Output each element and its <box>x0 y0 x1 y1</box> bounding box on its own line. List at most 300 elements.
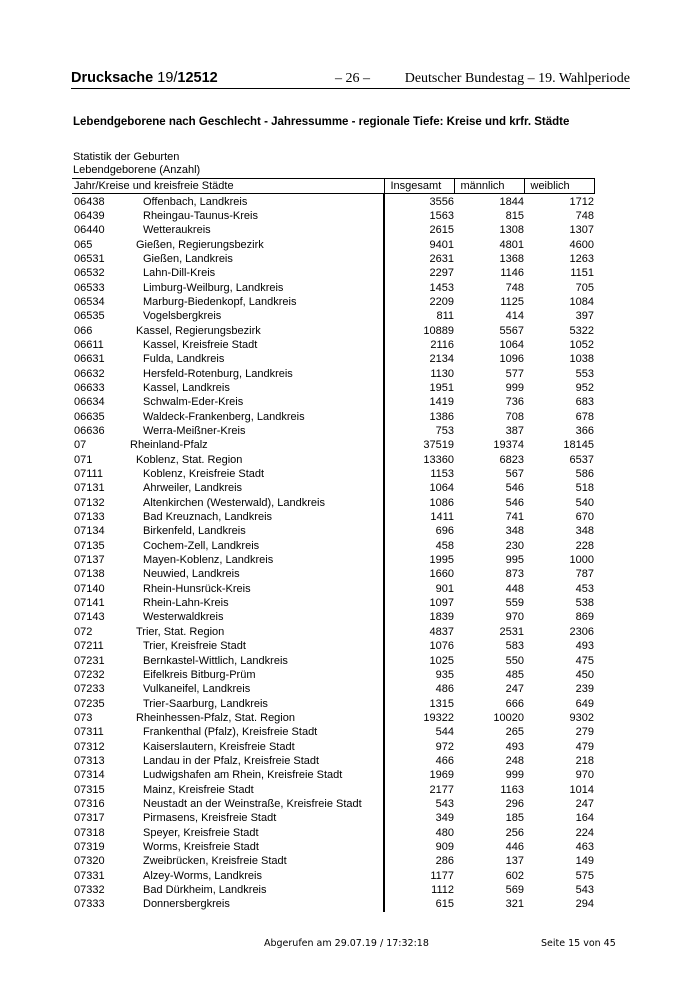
table-row <box>72 625 594 639</box>
value-total: 1086 <box>384 496 454 510</box>
region-cell <box>72 524 384 538</box>
region-name: Birkenfeld, Landkreis <box>143 525 246 538</box>
region-cell <box>72 797 384 811</box>
region-cell <box>72 467 384 481</box>
region-code: 07141 <box>74 597 105 610</box>
region-cell <box>72 596 384 610</box>
table-row <box>72 352 594 366</box>
region-cell <box>72 854 384 868</box>
region-code: 07132 <box>74 496 105 509</box>
value-male: 741 <box>505 511 524 524</box>
value-total: 1453 <box>384 280 454 294</box>
region-cell <box>72 323 384 337</box>
value-total: 13360 <box>384 453 454 467</box>
value-female: 586 <box>575 468 594 481</box>
value-total: 2631 <box>384 252 454 266</box>
region-cell <box>72 252 384 266</box>
region-cell <box>72 696 384 710</box>
value-total: 1951 <box>384 381 454 395</box>
region-name: Mayen-Koblenz, Landkreis <box>143 554 274 567</box>
table-row <box>72 696 594 710</box>
region-cell <box>72 610 384 624</box>
value-total: 458 <box>384 539 454 553</box>
table-row <box>72 280 594 294</box>
region-cell <box>72 840 384 854</box>
value-female: 1307 <box>569 224 594 237</box>
region-name: Worms, Kreisfreie Stadt <box>143 840 259 853</box>
region-cell <box>72 782 384 796</box>
value-female: 678 <box>575 410 594 423</box>
region-cell <box>72 237 384 251</box>
value-total: 1411 <box>384 510 454 524</box>
region-cell <box>72 682 384 696</box>
region-name: Rheingau-Taunus-Kreis <box>143 209 258 222</box>
region-name: Vogelsbergkreis <box>143 310 222 323</box>
value-total: 2615 <box>384 223 454 237</box>
value-total: 935 <box>384 668 454 682</box>
region-cell <box>72 883 384 897</box>
value-female: 1151 <box>570 267 594 280</box>
document-number <box>71 70 218 86</box>
value-female: 649 <box>575 697 594 710</box>
region-name: Mainz, Kreisfreie Stadt <box>143 783 254 796</box>
value-female: 538 <box>575 597 594 610</box>
page-number: – 26 – <box>335 71 370 86</box>
value-total: 1386 <box>384 410 454 424</box>
region-name: Offenbach, Landkreis <box>143 195 248 208</box>
value-male: 995 <box>505 554 524 567</box>
region-code: 07314 <box>74 769 105 782</box>
region-cell <box>72 653 384 667</box>
table-row <box>72 782 594 796</box>
region-code: 07332 <box>74 884 105 897</box>
header-rule <box>71 88 630 89</box>
region-cell <box>72 381 384 395</box>
value-male: 6823 <box>499 453 524 466</box>
region-name: Gießen, Regierungsbezirk <box>136 238 264 251</box>
table-row <box>72 739 594 753</box>
value-male: 999 <box>505 769 524 782</box>
region-code: 07331 <box>74 869 105 882</box>
value-total: 480 <box>384 825 454 839</box>
value-male: 708 <box>505 410 524 423</box>
table-row <box>72 711 594 725</box>
table-row <box>72 266 594 280</box>
value-total: 1563 <box>384 209 454 223</box>
table-row <box>72 797 594 811</box>
column-header-male: männlich <box>454 179 524 194</box>
region-code: 07316 <box>74 797 105 810</box>
region-cell <box>72 223 384 237</box>
value-male: 569 <box>505 884 524 897</box>
value-male: 1096 <box>499 353 524 366</box>
value-male: 567 <box>505 468 524 481</box>
value-total: 1064 <box>384 481 454 495</box>
region-name: Rheinland-Pfalz <box>130 439 208 452</box>
value-total: 909 <box>384 840 454 854</box>
region-name: Neustadt an der Weinstraße, Kreisfreie Stadt <box>143 797 362 810</box>
region-code: 07312 <box>74 740 105 753</box>
value-total: 2134 <box>384 352 454 366</box>
value-female: 149 <box>575 855 594 868</box>
region-code: 06535 <box>74 310 105 323</box>
region-cell <box>72 481 384 495</box>
table-row <box>72 424 594 438</box>
value-male: 230 <box>505 539 524 552</box>
region-code: 07133 <box>74 511 105 524</box>
table-row <box>72 639 594 653</box>
column-header-female: weiblich <box>524 179 594 194</box>
value-male: 970 <box>505 611 524 624</box>
value-female: 18145 <box>563 439 594 452</box>
region-cell <box>72 309 384 323</box>
value-male: 546 <box>505 496 524 509</box>
value-female: 164 <box>575 812 594 825</box>
region-name: Koblenz, Stat. Region <box>136 453 243 466</box>
region-name: Pirmasens, Kreisfreie Stadt <box>143 812 277 825</box>
value-female: 228 <box>575 539 594 552</box>
region-name: Landau in der Pfalz, Kreisfreie Stadt <box>143 754 320 767</box>
value-male: 446 <box>505 840 524 853</box>
value-total: 1112 <box>384 883 454 897</box>
region-name: Donnersbergkreis <box>143 898 230 911</box>
value-male: 448 <box>505 582 524 595</box>
value-male: 583 <box>505 640 524 653</box>
table-header-row <box>72 179 594 194</box>
region-code: 07131 <box>74 482 105 495</box>
value-female: 518 <box>575 482 594 495</box>
region-name: Koblenz, Kreisfreie Stadt <box>143 468 265 481</box>
region-code: 07319 <box>74 840 105 853</box>
region-cell <box>72 194 384 209</box>
table-row <box>72 309 594 323</box>
value-total: 2116 <box>384 338 454 352</box>
value-female: 9302 <box>569 711 594 724</box>
value-male: 999 <box>505 381 524 394</box>
region-name: Limburg-Weilburg, Landkreis <box>143 281 284 294</box>
column-header-region: Jahr/Kreise und kreisfreie Städte <box>72 179 384 194</box>
region-name: Bad Dürkheim, Landkreis <box>143 884 267 897</box>
value-total: 1315 <box>384 696 454 710</box>
region-code: 07111 <box>74 468 103 481</box>
value-female: 748 <box>575 209 594 222</box>
value-male: 247 <box>505 683 524 696</box>
value-male: 5567 <box>499 324 524 337</box>
region-code: 06438 <box>74 195 105 208</box>
region-cell <box>72 280 384 294</box>
region-code: 07134 <box>74 525 105 538</box>
value-female: 1263 <box>569 252 594 265</box>
table-row <box>72 496 594 510</box>
table-row <box>72 524 594 538</box>
region-name: Werra-Meißner-Kreis <box>143 425 246 438</box>
region-cell <box>72 582 384 596</box>
region-name: Rheinhessen-Pfalz, Stat. Region <box>136 711 295 724</box>
table-row <box>72 567 594 581</box>
value-total: 4837 <box>384 625 454 639</box>
region-code: 06633 <box>74 381 105 394</box>
value-total: 1995 <box>384 553 454 567</box>
value-total: 811 <box>384 309 454 323</box>
table-row <box>72 209 594 223</box>
region-cell <box>72 338 384 352</box>
region-name: Hersfeld-Rotenburg, Landkreis <box>143 367 293 380</box>
value-total: 615 <box>384 897 454 911</box>
value-male: 559 <box>505 597 524 610</box>
value-total: 486 <box>384 682 454 696</box>
table-row <box>72 395 594 409</box>
value-male: 256 <box>505 826 524 839</box>
region-code: 07315 <box>74 783 105 796</box>
table-row <box>72 467 594 481</box>
value-female: 1084 <box>569 295 594 308</box>
page-indicator: Seite 15 von 45 <box>541 938 616 949</box>
caption-statistic: Statistik der Geburten <box>73 151 180 163</box>
region-name: Speyer, Kreisfreie Stadt <box>143 826 259 839</box>
region-code: 06439 <box>74 209 105 222</box>
document-number-label: Drucksache <box>71 70 158 86</box>
table-row <box>72 754 594 768</box>
table-row <box>72 381 594 395</box>
value-male: 4801 <box>499 238 524 251</box>
region-code: 06531 <box>74 252 105 265</box>
region-name: Zweibrücken, Kreisfreie Stadt <box>143 855 287 868</box>
value-male: 485 <box>505 668 524 681</box>
retrieval-timestamp: Abgerufen am 29.07.19 / 17:32:18 <box>264 938 429 949</box>
value-male: 1064 <box>499 338 524 351</box>
column-header-total: Insgesamt <box>384 179 454 194</box>
region-name: Ludwigshafen am Rhein, Kreisfreie Stadt <box>143 769 343 782</box>
document-number-prefix: 19/ <box>157 70 178 86</box>
value-total: 10889 <box>384 323 454 337</box>
value-female: 1000 <box>569 554 594 567</box>
region-cell <box>72 352 384 366</box>
region-code: 06634 <box>74 396 105 409</box>
region-cell <box>72 869 384 883</box>
region-cell <box>72 295 384 309</box>
region-cell <box>72 424 384 438</box>
region-name: Wetteraukreis <box>143 224 211 237</box>
value-total: 2209 <box>384 295 454 309</box>
region-code: 07318 <box>74 826 105 839</box>
value-male: 1368 <box>499 252 524 265</box>
region-name: Westerwaldkreis <box>143 611 224 624</box>
region-cell <box>72 395 384 409</box>
table-row <box>72 553 594 567</box>
value-total: 466 <box>384 754 454 768</box>
region-cell <box>72 410 384 424</box>
births-table <box>72 178 595 912</box>
region-name: Kassel, Regierungsbezirk <box>136 324 261 337</box>
value-total: 1025 <box>384 653 454 667</box>
value-female: 869 <box>575 611 594 624</box>
value-male: 546 <box>505 482 524 495</box>
region-code: 07311 <box>74 726 104 739</box>
region-name: Vulkaneifel, Landkreis <box>143 683 251 696</box>
table-row <box>72 582 594 596</box>
table-row <box>72 653 594 667</box>
region-cell <box>72 754 384 768</box>
region-code: 06440 <box>74 224 105 237</box>
region-name: Gießen, Landkreis <box>143 252 233 265</box>
value-total: 1153 <box>384 467 454 481</box>
value-female: 2306 <box>569 625 594 638</box>
table-row <box>72 883 594 897</box>
region-cell <box>72 739 384 753</box>
value-female: 4600 <box>569 238 594 251</box>
value-female: 683 <box>575 396 594 409</box>
region-name: Fulda, Landkreis <box>143 353 225 366</box>
value-male: 248 <box>505 754 524 767</box>
value-male: 414 <box>505 310 524 323</box>
region-code: 06635 <box>74 410 105 423</box>
table-row <box>72 854 594 868</box>
value-male: 348 <box>505 525 524 538</box>
value-female: 366 <box>575 425 594 438</box>
value-female: 463 <box>575 840 594 853</box>
value-female: 6537 <box>569 453 594 466</box>
region-cell <box>72 625 384 639</box>
value-female: 279 <box>575 726 594 739</box>
value-female: 670 <box>575 511 594 524</box>
region-cell <box>72 266 384 280</box>
value-male: 1844 <box>499 195 524 208</box>
value-male: 19374 <box>493 439 524 452</box>
table-row <box>72 323 594 337</box>
value-male: 1163 <box>500 783 524 796</box>
region-cell <box>72 453 384 467</box>
region-code: 07211 <box>74 640 104 653</box>
value-total: 2177 <box>384 782 454 796</box>
region-code: 07235 <box>74 697 105 710</box>
table-row <box>72 194 594 209</box>
value-total: 972 <box>384 739 454 753</box>
region-cell <box>72 768 384 782</box>
value-female: 247 <box>575 797 594 810</box>
value-female: 348 <box>575 525 594 538</box>
region-code: 07333 <box>74 898 105 911</box>
table-row <box>72 869 594 883</box>
value-female: 553 <box>575 367 594 380</box>
value-total: 1076 <box>384 639 454 653</box>
table-row <box>72 510 594 524</box>
region-name: Bernkastel-Wittlich, Landkreis <box>143 654 288 667</box>
value-female: 218 <box>575 754 594 767</box>
value-male: 10020 <box>493 711 524 724</box>
table-row <box>72 237 594 251</box>
region-name: Cochem-Zell, Landkreis <box>143 539 260 552</box>
value-female: 224 <box>575 826 594 839</box>
region-name: Trier, Kreisfreie Stadt <box>143 640 246 653</box>
region-name: Rhein-Lahn-Kreis <box>143 597 229 610</box>
table-row <box>72 295 594 309</box>
table-title: Lebendgeborene nach Geschlecht - Jahressumme - regionale Tiefe: Kreise und krfr. Städte <box>73 116 570 128</box>
region-name: Lahn-Dill-Kreis <box>143 267 216 280</box>
value-female: 1052 <box>569 338 594 351</box>
region-cell <box>72 811 384 825</box>
document-number-value: 12512 <box>177 70 218 86</box>
publisher: Deutscher Bundestag – 19. Wahlperiode <box>404 71 630 86</box>
region-cell <box>72 510 384 524</box>
region-name: Frankenthal (Pfalz), Kreisfreie Stadt <box>143 726 318 739</box>
value-total: 1660 <box>384 567 454 581</box>
value-male: 321 <box>505 898 524 911</box>
value-female: 5322 <box>569 324 594 337</box>
value-female: 450 <box>575 668 594 681</box>
region-name: Eifelkreis Bitburg-Prüm <box>143 668 256 681</box>
value-female: 540 <box>575 496 594 509</box>
region-code: 07313 <box>74 754 105 767</box>
region-code: 06534 <box>74 295 105 308</box>
value-male: 666 <box>505 697 524 710</box>
value-total: 349 <box>384 811 454 825</box>
region-code: 06533 <box>74 281 105 294</box>
value-total: 1969 <box>384 768 454 782</box>
value-total: 543 <box>384 797 454 811</box>
value-total: 753 <box>384 424 454 438</box>
value-female: 1014 <box>569 783 594 796</box>
table-body <box>72 194 594 912</box>
value-female: 1038 <box>569 353 594 366</box>
value-female: 397 <box>575 310 594 323</box>
region-code: 06636 <box>74 425 105 438</box>
region-code: 07137 <box>74 554 105 567</box>
table-row <box>72 366 594 380</box>
region-cell <box>72 553 384 567</box>
region-cell <box>72 639 384 653</box>
region-code: 07135 <box>74 539 105 552</box>
value-male: 550 <box>505 654 524 667</box>
region-cell <box>72 209 384 223</box>
region-name: Alzey-Worms, Landkreis <box>143 869 262 882</box>
region-code: 06611 <box>74 338 104 351</box>
region-name: Kassel, Landkreis <box>143 381 230 394</box>
value-female: 705 <box>575 281 594 294</box>
region-cell <box>72 725 384 739</box>
value-female: 453 <box>575 582 594 595</box>
region-name: Waldeck-Frankenberg, Landkreis <box>143 410 305 423</box>
value-female: 952 <box>575 381 594 394</box>
value-male: 748 <box>505 281 524 294</box>
table-row <box>72 438 594 452</box>
region-cell <box>72 668 384 682</box>
region-name: Trier-Saarburg, Landkreis <box>143 697 268 710</box>
value-total: 1097 <box>384 596 454 610</box>
value-male: 1146 <box>500 267 524 280</box>
value-male: 185 <box>505 812 524 825</box>
table-row <box>72 481 594 495</box>
value-male: 1125 <box>500 295 524 308</box>
region-code: 07320 <box>74 855 105 868</box>
region-name: Bad Kreuznach, Landkreis <box>143 511 273 524</box>
region-name: Marburg-Biedenkopf, Landkreis <box>143 295 297 308</box>
value-total: 3556 <box>384 194 454 209</box>
region-cell <box>72 438 384 452</box>
value-total: 37519 <box>384 438 454 452</box>
value-female: 479 <box>575 740 594 753</box>
value-total: 9401 <box>384 237 454 251</box>
region-code: 072 <box>74 625 93 638</box>
region-code: 073 <box>74 711 93 724</box>
value-female: 475 <box>575 654 594 667</box>
region-name: Kassel, Kreisfreie Stadt <box>143 338 258 351</box>
value-female: 970 <box>575 769 594 782</box>
value-male: 1308 <box>499 224 524 237</box>
table-row <box>72 725 594 739</box>
region-code: 07138 <box>74 568 105 581</box>
value-total: 19322 <box>384 711 454 725</box>
region-cell <box>72 366 384 380</box>
